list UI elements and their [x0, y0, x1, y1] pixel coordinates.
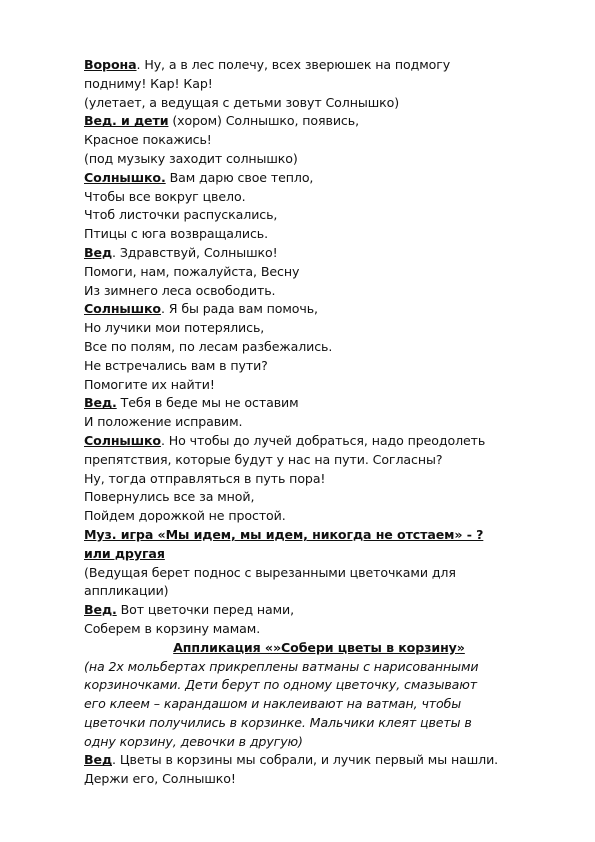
- text-line: [84, 131, 554, 150]
- line-text: (улетает, а ведущая с детьми зовут Солнышко): [84, 94, 400, 110]
- text-line: [84, 357, 554, 376]
- line-text: Чтобы все вокруг цвело.: [84, 188, 246, 204]
- line-text: . Здравствуй, Солнышко!: [112, 244, 278, 260]
- line-text: Помоги, нам, пожалуйста, Весну: [84, 263, 300, 279]
- speaker-name: Вед. и дети: [84, 113, 169, 129]
- game-heading-line-2: или другая: [84, 545, 165, 561]
- line-text: Ну, тогда отправляться в путь пора!: [84, 470, 326, 486]
- text-line: [84, 263, 554, 282]
- speaker-name: Солнышко: [84, 301, 161, 317]
- text-line: [84, 188, 554, 207]
- speaker-name: Солнышко: [84, 432, 161, 448]
- line-text: (под музыку заходит солнышко): [84, 150, 298, 166]
- speaker-name: Ворона: [84, 57, 137, 72]
- line-text: Помогите их найти!: [84, 376, 215, 392]
- dialogue-block-3: [84, 751, 554, 789]
- text-line: [84, 319, 554, 338]
- text-line: [84, 94, 554, 113]
- line-text: . Но чтобы до лучей добраться, надо преодолеть: [160, 432, 486, 448]
- applique-heading: Аппликация «»Собери цветы в корзину»: [173, 639, 465, 655]
- text-line: [84, 206, 554, 225]
- stage-direction-line: цветочки получились в корзинке. Мальчики клеят цветы в: [84, 714, 472, 730]
- text-line: [84, 75, 554, 94]
- text-line: [84, 338, 554, 357]
- line-text: Пойдем дорожкой не простой.: [84, 508, 286, 524]
- text-line: [84, 507, 554, 526]
- stage-direction-line: корзиночками. Дети берут по одному цветочку, смазывают: [84, 677, 477, 693]
- speaker-name: Солнышко.: [84, 169, 166, 185]
- speaker-line: [84, 751, 554, 770]
- speaker-name: Вед.: [84, 395, 117, 411]
- speaker-line: [84, 56, 554, 75]
- line-text: препятствия, которые будут у нас на пути. Согласны?: [84, 451, 443, 467]
- text-line: [84, 582, 554, 601]
- line-text: Тебя в беде мы не оставим: [116, 395, 299, 411]
- stage-direction-line: его клеем – карандашом и наклеивают на ватман, чтобы: [84, 696, 462, 712]
- line-text: аппликации): [84, 583, 169, 599]
- line-text: Чтоб листочки распускались,: [84, 207, 278, 223]
- text-line: [84, 376, 554, 395]
- line-text: Красное покажись!: [84, 132, 212, 148]
- dialogue-block-1: [84, 56, 554, 526]
- text-line: [84, 770, 554, 789]
- text-line: [84, 225, 554, 244]
- speaker-line: [84, 394, 554, 413]
- speaker-name: Вед: [84, 752, 113, 768]
- text-line: [84, 150, 554, 169]
- line-text: подниму! Кар! Кар!: [84, 75, 213, 91]
- line-text: Повернулись все за мной,: [84, 489, 255, 505]
- line-text: И положение исправим.: [84, 414, 243, 430]
- speaker-line: [84, 432, 554, 451]
- text-line: [84, 282, 554, 301]
- line-text: Соберем в корзину мамам.: [84, 620, 261, 636]
- line-text: (Ведущая берет поднос с вырезанными цветочками для: [84, 564, 456, 580]
- line-text: Все по полям, по лесам разбежались.: [84, 338, 333, 354]
- stage-directions: [84, 658, 554, 752]
- line-text: Птицы с юга возвращались.: [84, 226, 268, 242]
- stage-direction-line: одну корзину, девочки в другую): [84, 733, 303, 749]
- text-line: [84, 451, 554, 470]
- text-line: [84, 620, 554, 639]
- speaker-line: [84, 244, 554, 263]
- speaker-line: [84, 300, 554, 319]
- line-text: Не встречались вам в пути?: [84, 357, 268, 373]
- stage-direction-line: (на 2х мольбертах прикреплены ватманы с нарисованными: [84, 658, 479, 674]
- game-heading-line-1: Муз. игра «Мы идем, мы идем, никогда не отстаем» - ?: [84, 526, 484, 542]
- speaker-name: Вед: [84, 244, 113, 260]
- line-text: . Цветы в корзины мы собрали, и лучик первый мы нашли.: [112, 752, 499, 768]
- line-text: (хором) Солнышко, появись,: [168, 113, 359, 129]
- speaker-line: [84, 112, 554, 131]
- line-text: . Я бы рада вам помочь,: [160, 301, 318, 317]
- text-line: [84, 564, 554, 583]
- line-text: Вот цветочки перед нами,: [116, 602, 294, 618]
- speaker-line: [84, 601, 554, 620]
- document-page: [84, 56, 554, 789]
- line-text: Держи его, Солнышко!: [84, 771, 236, 787]
- text-line: [84, 470, 554, 489]
- line-text: Но лучики мои потерялись,: [84, 320, 265, 336]
- text-line: [84, 413, 554, 432]
- speaker-name: Вед.: [84, 602, 117, 618]
- dialogue-block-2: [84, 564, 554, 639]
- line-text: Вам дарю свое тепло,: [165, 169, 314, 185]
- line-text: Из зимнего леса освободить.: [84, 282, 276, 298]
- text-line: [84, 488, 554, 507]
- line-text: . Ну, а в лес полечу, всех зверюшек на подмогу: [136, 57, 451, 72]
- speaker-line: [84, 169, 554, 188]
